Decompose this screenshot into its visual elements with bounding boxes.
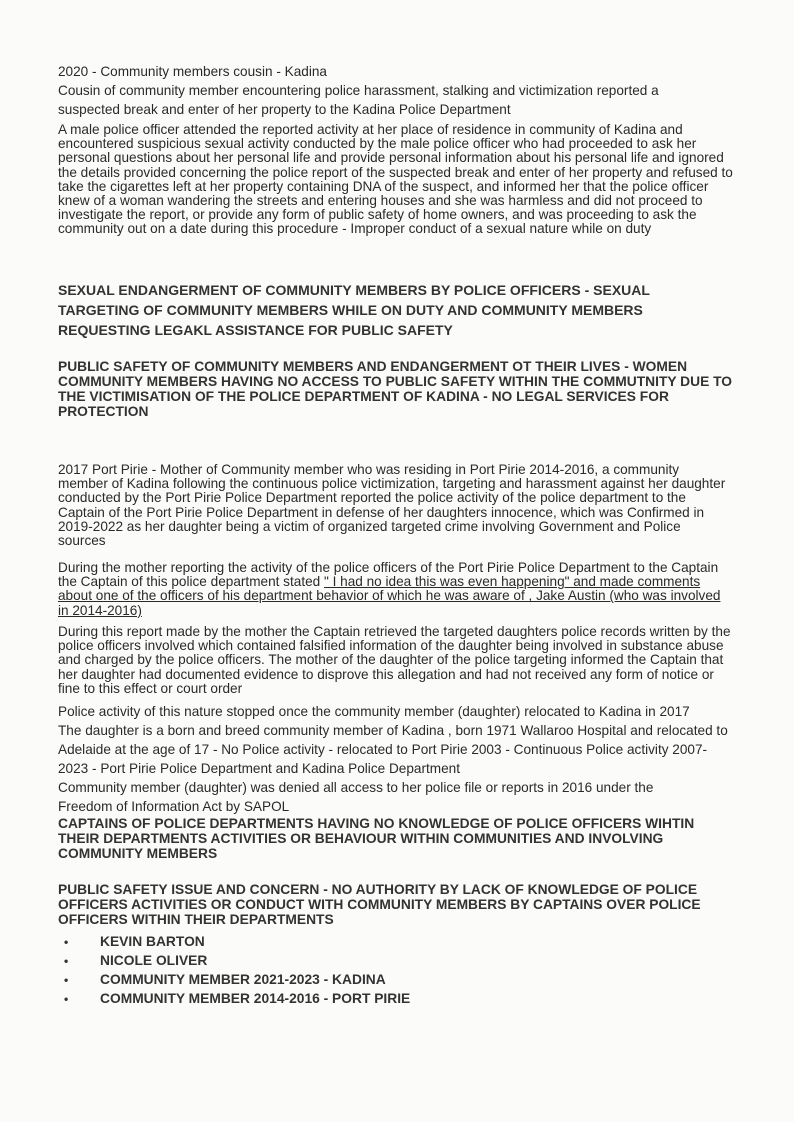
- falsified-records-paragraph: During this report made by the mother the Captain retrieved the targeted daughters police records written by the police officers involved which contained falsified information of the daughter being involved in substance abuse and charged by the police officers. The mother of the daughter of the police targeting informed the Captain that her daughter had documented evidence to disprove this allegation and had not received any form of notice or fine to this effect or court order: [58, 624, 731, 696]
- bullet-icon: •: [64, 973, 69, 987]
- section-title-kadina-2020: 2020 - Community members cousin - Kadina: [58, 64, 327, 79]
- bullet-icon: •: [64, 935, 69, 949]
- heading-public-safety-authority: PUBLIC SAFETY ISSUE AND CONCERN - NO AUTHORITY BY LACK OF KNOWLEDGE OF POLICE OFFICERS ACTIVITIES OR CONDUCT WITH COMMUNITY MEMBERS BY CAPTAINS OVER POLICE OFFICERS WITHIN THEIR DEPARTMENTS: [58, 882, 701, 927]
- captain-statement-paragraph: [58, 561, 728, 618]
- list-item: • NICOLE OLIVER: [58, 951, 410, 970]
- port-pirie-2017-paragraph: 2017 Port Pirie - Mother of Community member who was residing in Port Pirie 2014-2016, a community member of Kadina following the continuous police victimization, targeting and harassment against her daughter conducted by the Port Pirie Police Department reported the police activity of the police department to the Captain of the Port Pirie Police Department in defense of her daughters innocence, which was Confirmed in 2019-2022 as her daughter being a victim of organized targeted crime involving Government and Police sources: [58, 462, 726, 549]
- cousin-report-intro: Cousin of community member encountering police harassment, stalking and victimization reported a suspected break and enter of her property to the Kadina Police Department: [58, 83, 659, 117]
- names-list: [58, 932, 410, 1008]
- heading-public-safety-women: PUBLIC SAFETY OF COMMUNITY MEMBERS AND ENDANGERMENT OT THEIR LIVES - WOMEN COMMUNITY MEMBERS HAVING NO ACCESS TO PUBLIC SAFETY WITHIN THE COMMUTNITY DUE TO THE VICTIMISATION OF THE POLICE DEPARTMENT OF KADINA - NO LEGAL SERVICES FOR PROTECTION: [58, 359, 733, 419]
- heading-sexual-endangerment: SEXUAL ENDANGERMENT OF COMMUNITY MEMBERS BY POLICE OFFICERS - SEXUAL TARGETING OF COMMUNITY MEMBERS WHILE ON DUTY AND COMMUNITY MEMBERS REQUESTING LEGAKL ASSISTANCE FOR PUBLIC SAFETY: [58, 282, 650, 338]
- bullet-icon: •: [64, 954, 69, 968]
- officer-conduct-paragraph: A male police officer attended the reported activity at her place of residence in community of Kadina and encountered suspicious sexual activity conducted by the male police officer who had proceeded to ask her personal questions about her personal life and provide personal information about his personal life and ignored the details provided concerning the police report of the suspected break and enter of her property and refused to take the cigarettes left at her property containing DNA of the suspect, and informed her that the police officer knew of a woman wandering the streets and entering houses and she was harmless and did not proceed to investigate the report, or provide any form of public safety of home owners, and was proceeding to ask the community out on a date during this procedure - Improper conduct of a sexual nature while on duty: [58, 122, 733, 237]
- daughter-background-paragraph: The daughter is a born and breed community member of Kadina , born 1971 Wallaroo Hospital and relocated to Adelaide at the age of 17 - No Police activity - relocated to Port Pirie 2003 - Continuous Police activity 2007-2023 - Port Pirie Police Department and Kadina Police Department: [58, 723, 728, 776]
- captain-quote-underlined: " I had no idea this was even happening" and made comments about one of the officers of his department behavior of which he was aware of , Jake Austin (who was involved in 2014-2016): [58, 574, 721, 618]
- list-item: • COMMUNITY MEMBER 2014-2016 - PORT PIRIE: [58, 989, 410, 1008]
- list-item: • KEVIN BARTON: [58, 932, 410, 951]
- heading-captains-no-knowledge: CAPTAINS OF POLICE DEPARTMENTS HAVING NO KNOWLEDGE OF POLICE OFFICERS WIHTIN THEIR DEPARTMENTS ACTIVITIES OR BEHAVIOUR WITHIN COMMUNITIES AND INVOLVING COMMUNITY MEMBERS: [58, 816, 695, 861]
- list-item: • COMMUNITY MEMBER 2021-2023 - KADINA: [58, 970, 410, 989]
- foi-denied-paragraph: Community member (daughter) was denied all access to her police file or reports in 2016 under the Freedom of Information Act by SAPOL: [58, 780, 654, 814]
- activity-stopped-line: Police activity of this nature stopped once the community member (daughter) relocated to Kadina in 2017: [58, 704, 690, 719]
- bullet-icon: •: [64, 992, 69, 1006]
- captain-statement-lead: During the mother reporting the activity of the police officers of the Port Pirie Police Department to the Captain the Captain of this police department stated: [58, 560, 719, 590]
